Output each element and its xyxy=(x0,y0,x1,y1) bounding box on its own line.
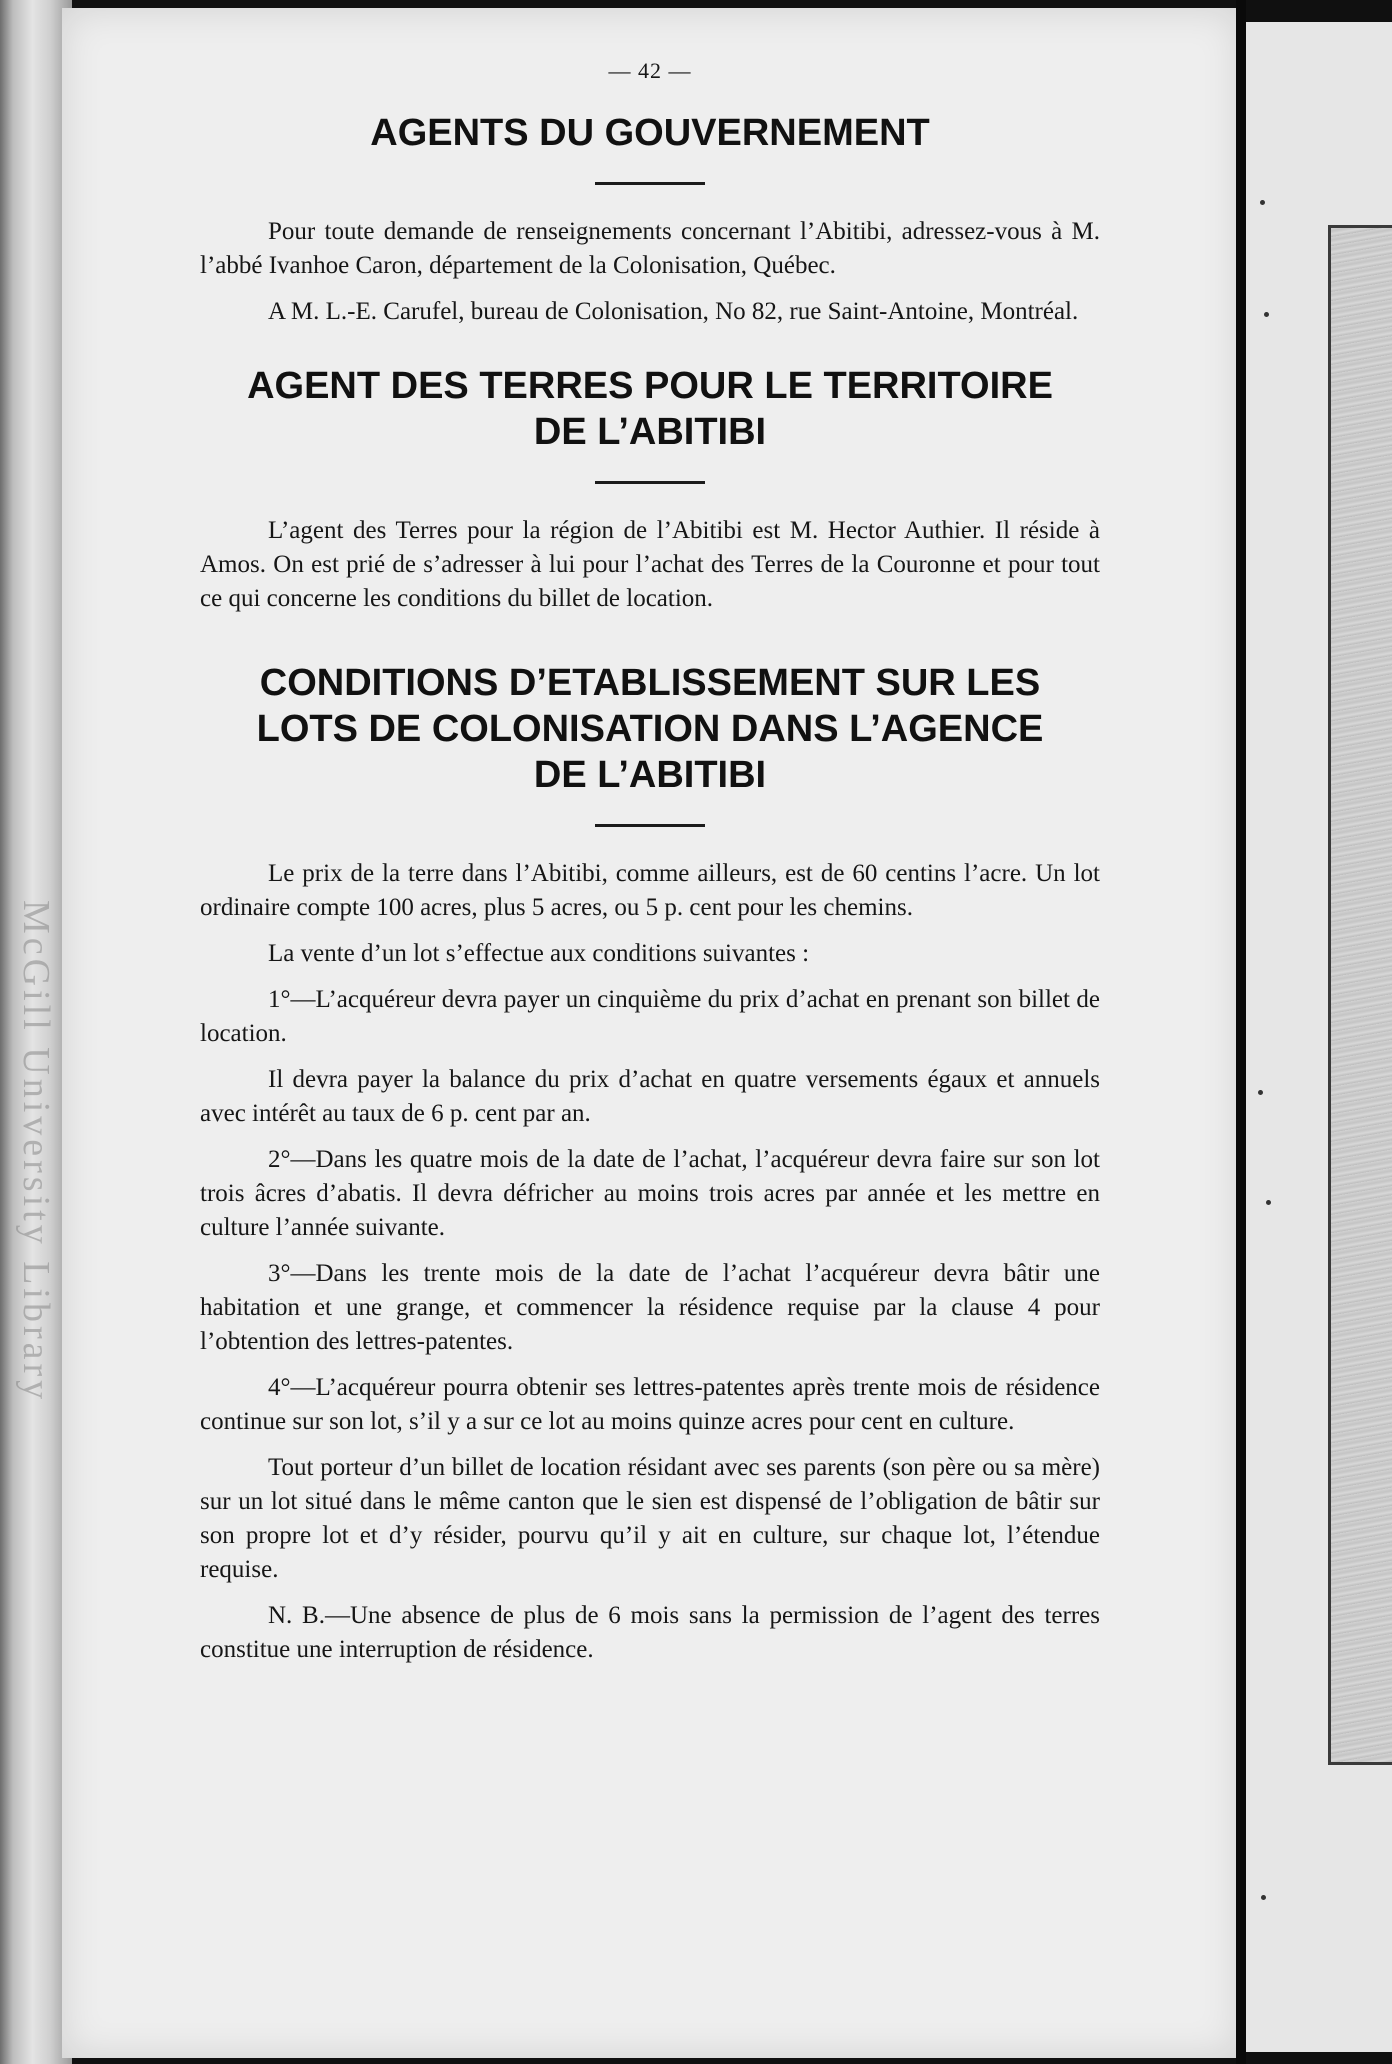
right-page-illustration-plate xyxy=(1328,225,1392,1765)
paragraph: A M. L.-E. Carufel, bureau de Colonisation, No 82, rue Saint-Antoine, Montréal. xyxy=(268,298,1079,325)
speck xyxy=(1261,1895,1266,1900)
section-agent-des-terres xyxy=(200,363,1100,616)
section-agents-gouvernement xyxy=(200,110,1100,329)
paragraph: Tout porteur d’un billet de location résidant avec ses parents (son père ou sa mère) sur un lot situé dans le même canton que le sien est dispensé de l’obligation de bâtir sur son propre lot et d’y résider, pourvu qu’il y ait en culture, sur chaque lot, l’étendue requise. xyxy=(200,1454,1100,1583)
section-title-line: DE L’ABITIBI xyxy=(533,754,767,796)
library-stamp: McGill University Library xyxy=(15,900,57,1404)
section-conditions-etablissement xyxy=(200,660,1100,1667)
section-title-line: AGENT DES TERRES POUR LE TERRITOIRE xyxy=(247,365,1053,407)
paragraph: N. B.—Une absence de plus de 6 mois sans la permission de l’agent des terres constitue une interruption de résidence. xyxy=(200,1602,1100,1663)
page-content xyxy=(200,58,1100,1679)
paragraph: Pour toute demande de renseignements concernant l’Abitibi, adressez-vous à M. l’abbé Ivanhoe Caron, département de la Colonisation, Québec. xyxy=(200,218,1100,279)
section-title: AGENTS DU GOUVERNEMENT xyxy=(370,112,930,154)
paragraph: Le prix de la terre dans l’Abitibi, comme ailleurs, est de 60 centins l’acre. Un lot ordinaire compte 100 acres, plus 5 acres, ou 5 p. cent pour les chemins. xyxy=(200,860,1100,921)
section-title-line: CONDITIONS D’ETABLISSEMENT SUR LES xyxy=(259,662,1041,704)
section-title-line: DE L’ABITIBI xyxy=(533,411,767,453)
paragraph: L’agent des Terres pour la région de l’Abitibi est M. Hector Authier. Il réside à Amos. On est prié de s’adresser à lui pour l’achat des Terres de la Couronne et pour tout ce qui concerne les conditions du billet de location. xyxy=(200,517,1100,612)
section-title-line: LOTS DE COLONISATION DANS L’AGENCE xyxy=(256,708,1044,750)
speck xyxy=(1260,200,1265,205)
paragraph: 3°—Dans les trente mois de la date de l’achat l’acquéreur devra bâtir une habitation et une grange, et commencer la résidence requise par la clause 4 pour l’obtention des lettres-patentes. xyxy=(200,1260,1100,1355)
speck xyxy=(1266,1200,1271,1205)
title-rule xyxy=(595,481,705,484)
paragraph: La vente d’un lot s’effectue aux conditions suivantes : xyxy=(268,940,810,967)
paragraph: Il devra payer la balance du prix d’achat en quatre versements égaux et annuels avec intérêt au taux de 6 p. cent par an. xyxy=(200,1066,1100,1127)
speck xyxy=(1264,312,1269,317)
page-gutter xyxy=(1236,0,1246,2064)
paragraph: 2°—Dans les quatre mois de la date de l’achat, l’acquéreur devra faire sur son lot trois âcres d’abatis. Il devra défricher au moins trois acres par année et les mettre en culture l’année suivante. xyxy=(200,1146,1100,1241)
page-number: — 42 — xyxy=(608,58,692,83)
speck xyxy=(1258,1090,1263,1095)
paragraph: 4°—L’acquéreur pourra obtenir ses lettres-patentes après trente mois de résidence continue sur son lot, s’il y a sur ce lot au moins quinze acres pour cent en culture. xyxy=(200,1374,1100,1435)
title-rule xyxy=(595,182,705,185)
paragraph: 1°—L’acquéreur devra payer un cinquième du prix d’achat en prenant son billet de location. xyxy=(200,986,1100,1047)
title-rule xyxy=(595,824,705,827)
